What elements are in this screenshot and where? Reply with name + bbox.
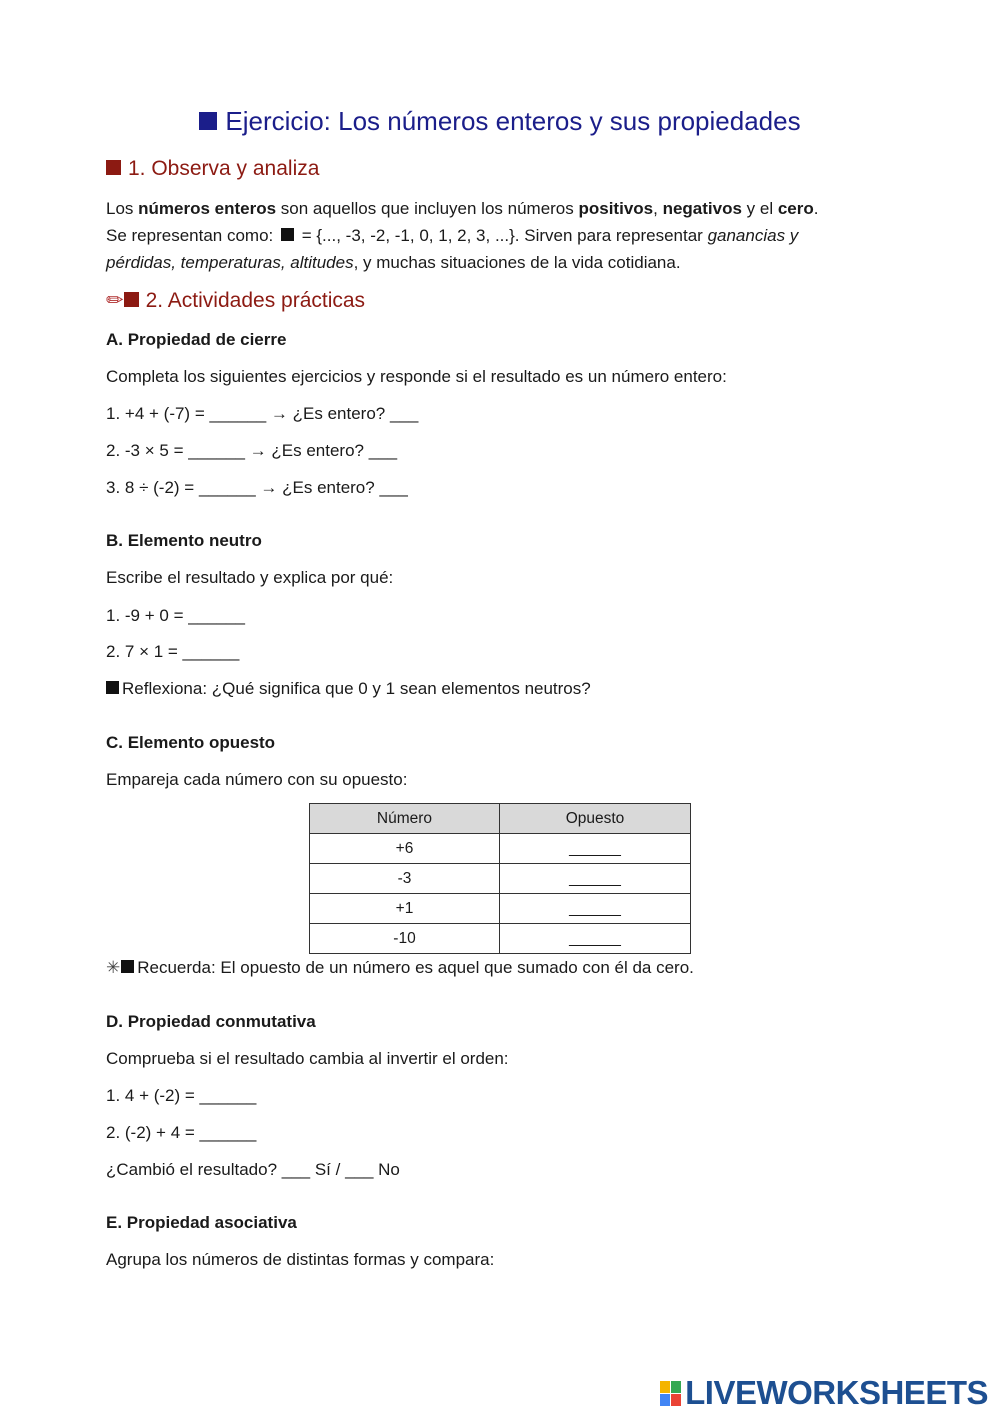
square-icon — [106, 160, 121, 175]
intro-line-1: Los números enteros son aquellos que incluyen los números positivos, negativos y el cero. — [106, 199, 819, 218]
opposites-table — [309, 803, 691, 954]
table-row — [310, 834, 691, 864]
subsection-e-heading: E. Propiedad asociativa — [106, 1213, 297, 1232]
answer-blank[interactable]: ______ — [500, 894, 691, 924]
exercise-item: 2. -3 × 5 = ______ → ¿Es entero? ___ — [106, 441, 398, 460]
subsection-b-instruction: Escribe el resultado y explica por qué: — [106, 568, 394, 587]
subsection-c-heading: C. Elemento opuesto — [106, 733, 276, 752]
liveworksheets-logo: LIVEWORKSHEETS — [660, 1374, 988, 1412]
square-icon — [106, 681, 119, 694]
number-cell: -10 — [310, 924, 500, 954]
answer-blank[interactable]: ______ — [500, 924, 691, 954]
subsection-b-heading: B. Elemento neutro — [106, 531, 262, 550]
table-row — [310, 894, 691, 924]
remember-note: ✳ Recuerda: El opuesto de un número es aquel que sumado con él da cero. — [106, 958, 694, 977]
commutative-question: ¿Cambió el resultado? ___ Sí / ___ No — [106, 1160, 400, 1179]
square-icon — [124, 292, 139, 307]
column-header-numero: Número — [310, 804, 500, 834]
exercise-item: 2. 7 × 1 = ______ — [106, 642, 240, 661]
page-title: Ejercicio: Los números enteros y sus propiedades — [0, 106, 1000, 137]
subsection-d-heading: D. Propiedad conmutativa — [106, 1012, 316, 1031]
star-icon: ✳ — [106, 958, 121, 977]
pencil-icon: ✏ — [106, 289, 124, 312]
exercise-item: 2. (-2) + 4 = ______ — [106, 1123, 257, 1142]
exercise-item: 1. -9 + 0 = ______ — [106, 606, 245, 625]
table-row — [310, 924, 691, 954]
subsection-e-instruction: Agrupa los números de distintas formas y compara: — [106, 1250, 495, 1269]
table-header-row — [310, 804, 691, 834]
square-icon — [199, 112, 217, 130]
intro-line-3: pérdidas, temperaturas, altitudes, y muchas situaciones de la vida cotidiana. — [106, 253, 681, 272]
subsection-a-instruction: Completa los siguientes ejercicios y responde si el resultado es un número entero: — [106, 367, 727, 386]
square-icon — [121, 960, 134, 973]
column-header-opuesto: Opuesto — [500, 804, 691, 834]
number-cell: +6 — [310, 834, 500, 864]
reflect-note: Reflexiona: ¿Qué significa que 0 y 1 sean elementos neutros? — [106, 675, 591, 702]
exercise-item: 3. 8 ÷ (-2) = ______ → ¿Es entero? ___ — [106, 478, 408, 497]
section-2-heading: ✏ 2. Actividades prácticas — [106, 289, 366, 312]
subsection-d-instruction: Comprueba si el resultado cambia al invertir el orden: — [106, 1049, 509, 1068]
square-icon — [281, 228, 294, 241]
number-cell: +1 — [310, 894, 500, 924]
number-cell: -3 — [310, 864, 500, 894]
section-1-heading: 1. Observa y analiza — [106, 157, 319, 181]
table-row — [310, 864, 691, 894]
intro-line-2: Se representan como: = {..., -3, -2, -1, 0, 1, 2, 3, ...}. Sirven para representar ganancias y — [106, 226, 799, 245]
exercise-item: 1. +4 + (-7) = ______ → ¿Es entero? ___ — [106, 404, 419, 423]
subsection-a-heading: A. Propiedad de cierre — [106, 330, 287, 349]
exercise-item: 1. 4 + (-2) = ______ — [106, 1086, 257, 1105]
answer-blank[interactable]: ______ — [500, 864, 691, 894]
answer-blank[interactable]: ______ — [500, 834, 691, 864]
subsection-c-instruction: Empareja cada número con su opuesto: — [106, 770, 408, 789]
liveworksheets-logo-icon — [660, 1381, 682, 1407]
